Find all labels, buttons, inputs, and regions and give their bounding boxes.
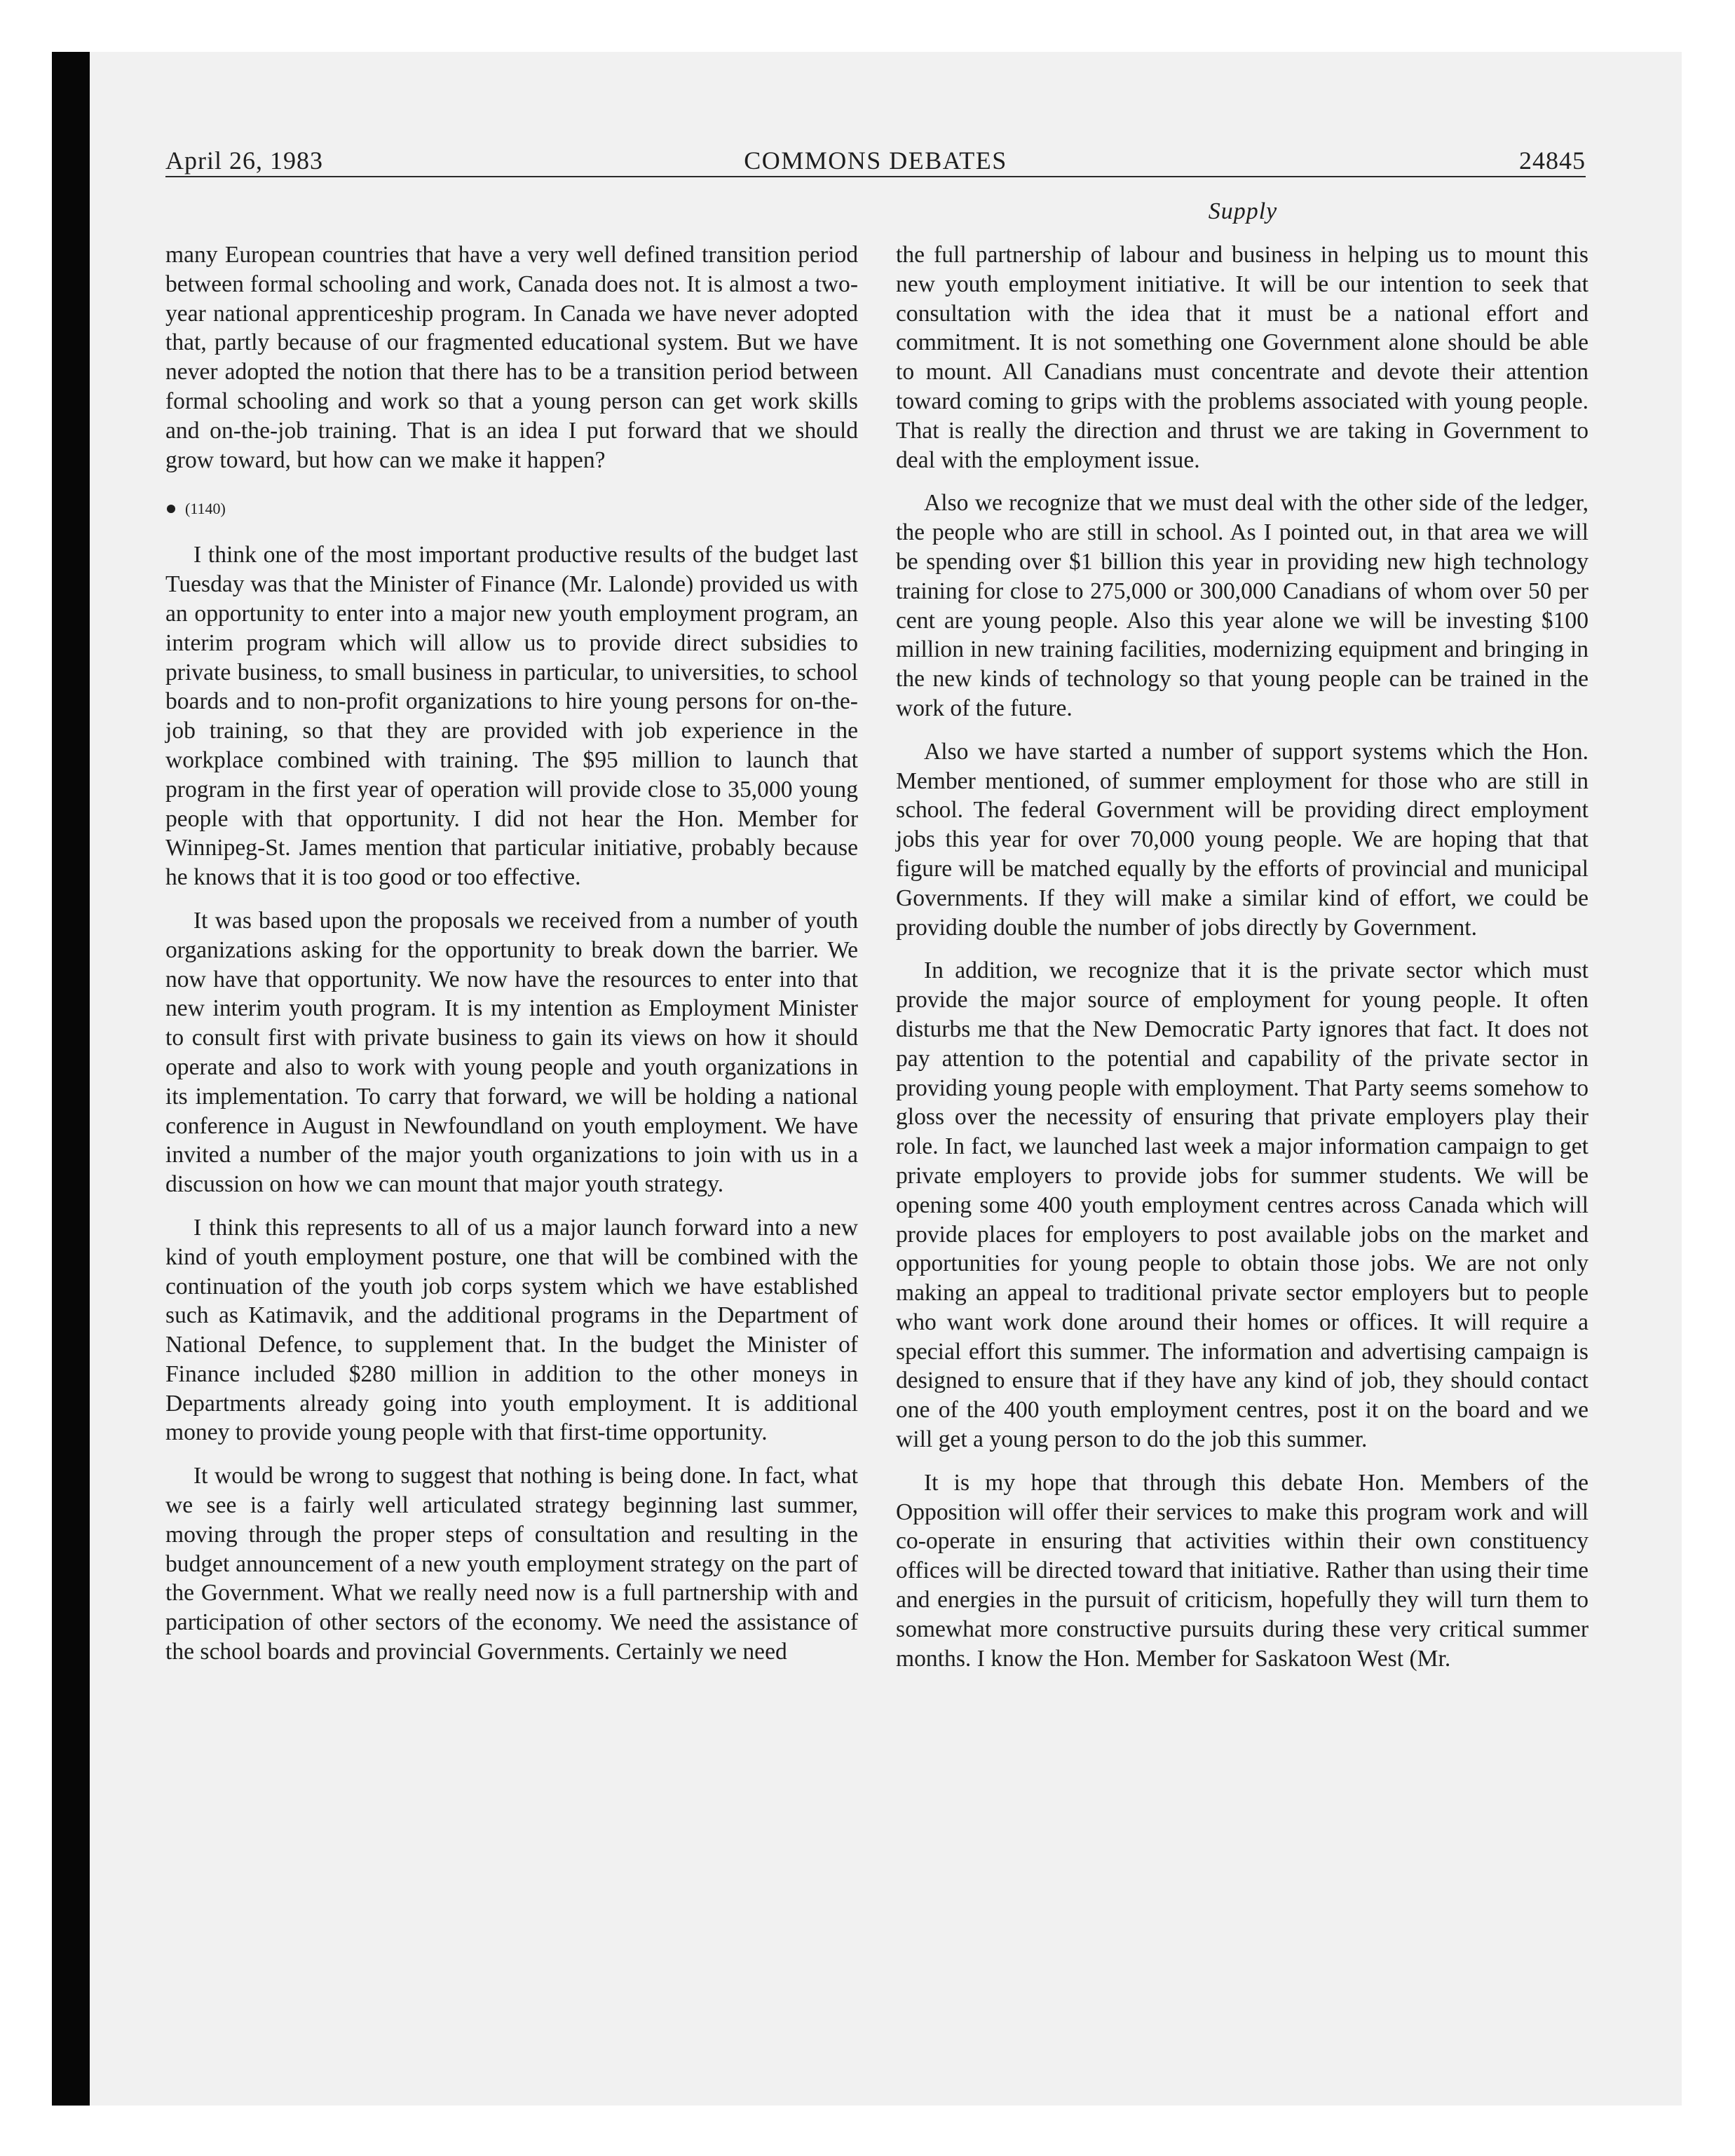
header-page-number: 24845 <box>1519 146 1586 175</box>
header-date: April 26, 1983 <box>165 146 323 175</box>
left-column <box>165 240 858 1681</box>
timestamp: (1140) <box>185 500 226 518</box>
page-header <box>165 144 1586 177</box>
scan-border <box>52 52 90 2106</box>
paragraph: Also we have started a number of support systems which the Hon. Member mentioned, of summer employment for those who are still in school. The federal Government will be providing direct employment jobs this year for over 70,000 young people. We are hoping that that figure will be matched equally by the efforts of provincial and municipal Governments. If they will make a similar kind of effort, we could be providing double the number of jobs directly by Government. <box>896 738 1588 941</box>
header-publication: COMMONS DEBATES <box>744 146 1007 175</box>
paragraph: I think one of the most important productive results of the budget last Tuesday was that the Minister of Finance (Mr. Lalonde) provided us with an opportunity to enter into a major new youth employment program, an interim program which will allow us to provide direct subsidies to private business, to small business in particular, to universities, to school boards and to non-profit organizations to hire young persons for on-the-job training, so that they are provided with job experience in the workplace combined with training. The $95 million to launch that program in the first year of operation will provide close to 35,000 young people with that opportunity. I did not hear the Hon. Member for Winnipeg-St. James mention that particular initiative, probably because he knows that it is too good or too effective. <box>165 542 858 891</box>
paragraph: It is my hope that through this debate Hon. Members of the Opposition will offer their services to make this program work and will co-operate in ensuring that activities within their own constituency offices will be directed toward that initiative. Rather than using their time and energies in the pursuit of criticism, hopefully they will turn them to somewhat more constructive pursuits during these very critical summer months. I know the Hon. Member for Saskatoon West (Mr. <box>896 1469 1588 1672</box>
section-heading: Supply <box>1208 198 1278 224</box>
paragraph: In addition, we recognize that it is the private sector which must provide the major source of employment for young people. It often disturbs me that the New Democratic Party ignores that fact. It does not pay attention to the potential and capability of the private sector in providing young people with employment. That Party seems somehow to gloss over the necessity of ensuring that private employers play their role. In fact, we launched last week a major information campaign to get private employers to provide jobs for summer students. We will be opening some 400 youth employment centres across Canada which will provide places for employers to post available jobs on the market and opportunities for young people to obtain those jobs. We are not only making an appeal to traditional private sector employers but to people who want work done around their homes or offices. It will require a special effort this summer. The information and advertising campaign is designed to ensure that if they have any kind of job, they should contact one of the 400 youth employment centres, post it on the board and we will get a young person to do the job this summer. <box>896 957 1588 1453</box>
paragraph: many European countries that have a very well defined transition period between formal schooling and work, Canada does not. It is almost a two-year national apprenticeship program. In Canada we have never adopted that, partly because of our fragmented educational system. But we have never adopted the notion that there has to be a transition period between formal schooling and work so that a young person can get work skills and on-the-job training. That is an idea I put forward that we should grow toward, but how can we make it happen? <box>165 242 858 473</box>
paragraph: the full partnership of labour and business in helping us to mount this new youth employment initiative. It will be our intention to seek that consultation with the idea that it must be a national effort and commitment. It is not something one Government alone should be able to mount. All Canadians must concentrate and devote their attention toward coming to grips with the problems associated with young people. That is really the direction and thrust we are taking in Government to deal with the employment issue. <box>896 242 1588 473</box>
paragraph: Also we recognize that we must deal with the other side of the ledger, the people who are still in school. As I pointed out, in that area we will be spending over $1 billion this year in providing new high technology training for close to 275,000 or 300,000 Canadians of whom over 50 per cent are young people. Also this year alone we will be investing $100 million in new training facilities, modernizing equipment and bringing in the new kinds of technology so that young people can be trained in the work of the future. <box>896 490 1588 721</box>
paragraph: I think this represents to all of us a major launch forward into a new kind of youth employment posture, one that will be combined with the continuation of the youth job corps system which we have established such as Katimavik, and the additional programs in the Department of National Defence, to supplement that. In the budget the Minister of Finance included $280 million in addition to the other moneys in Departments already going into youth employment. It is additional money to provide young people with that first-time opportunity. <box>165 1214 858 1446</box>
paragraph: It was based upon the proposals we received from a number of youth organizations asking for the opportunity to break down the barrier. We now have that opportunity. We now have the resources to enter into that new interim youth program. It is my intention as Employment Minister to consult first with private business to gain its views on how it should operate and also to work with young people and youth organizations in its implementation. To carry that forward, we will be holding a national conference in August in Newfoundland on youth employment. We have invited a number of the major youth organizations to join with us in a discussion on how we can mount that major youth strategy. <box>165 907 858 1198</box>
right-column <box>896 240 1588 1687</box>
paragraph: It would be wrong to suggest that nothing is being done. In fact, what we see is a fairly well articulated strategy beginning last summer, moving through the proper steps of consultation and resulting in the budget announcement of a new youth employment strategy on the part of the Government. What we really need now is a full partnership with and participation of other sectors of the economy. We need the assistance of the school boards and provincial Governments. Certainly we need <box>165 1463 858 1665</box>
bullet-icon <box>167 505 175 513</box>
header-rule <box>165 176 1586 177</box>
timestamp-marker <box>165 498 858 519</box>
